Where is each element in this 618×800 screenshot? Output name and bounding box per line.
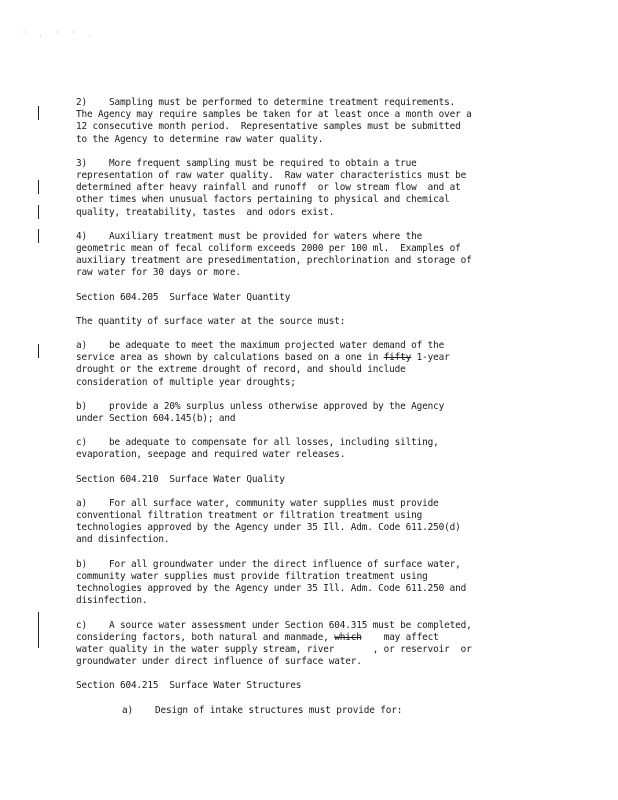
section-heading-604-205: Section 604.205 Surface Water Quantity bbox=[76, 291, 291, 303]
text-segment: may affect water quality in the water supply stream, river , or reservoir or groundwater under direct influence of surface water. bbox=[76, 631, 472, 668]
paragraph-quality-b: b) For all groundwater under the direct influence of surface water, community water supplies must provide filtration treatment using technologies approved by the Agency under 35 Ill. Adm. Code 611.250 and disinfection. bbox=[76, 558, 467, 607]
paragraph-sampling: 2) Sampling must be performed to determine treatment requirements. The Agency may require samples be taken for at least once a month over a 12 consecutive month period. Representative samples must be submitted to the Agency to determine raw water quality. bbox=[76, 97, 472, 145]
struck-text: which bbox=[334, 631, 362, 643]
section-heading-604-210: Section 604.210 Surface Water Quality bbox=[76, 473, 285, 485]
paragraph-quantity-a bbox=[76, 340, 546, 389]
document-body bbox=[76, 97, 546, 729]
revision-bar bbox=[38, 205, 39, 219]
revision-bar bbox=[38, 344, 39, 358]
paragraph-frequent-sampling: 3) More frequent sampling must be required to obtain a true representation of raw water quality. Raw water characteristics must be determined after heavy rainfall and runoff or low stream flow and at other times when unusual factors pertaining to physical and chemical quality, treatability, tastes and odors exist. bbox=[76, 157, 467, 218]
revision-bar bbox=[38, 180, 39, 194]
revision-bar bbox=[38, 612, 39, 648]
struck-text: fifty bbox=[383, 352, 412, 364]
revision-bar bbox=[38, 106, 39, 120]
paragraph-auxiliary-treatment: 4) Auxiliary treatment must be provided for waters where the geometric mean of fecal coliform exceeds 2000 per 100 ml. Examples of auxiliary treatment are presedimentation, prechlorination and storage of raw water for 30 days or more. bbox=[76, 230, 472, 279]
paragraph-quantity-c: c) be adequate to compensate for all losses, including silting, evaporation, seepage and required water releases. bbox=[76, 437, 439, 461]
paragraph-quality-c bbox=[76, 620, 546, 669]
section-heading-604-215: Section 604.215 Surface Water Structures bbox=[76, 680, 302, 692]
scan-artifact-marks: ' . ' ' . bbox=[22, 30, 96, 38]
text-segment: a) be adequate to meet the maximum projected water demand of the service area as shown by calculations based on a one in bbox=[76, 340, 445, 364]
text-segment: c) A source water assessment under Section 604.315 must be completed, considering factors, both natural and manmade, bbox=[76, 619, 472, 643]
paragraph-quality-a: a) For all surface water, community water supplies must provide conventional filtration treatment or filtration treatment using technologies approved by the Agency under 35 Ill. Adm. Code 611.250(d) and disinfection. bbox=[76, 497, 461, 546]
paragraph-quantity-b: b) provide a 20% surplus unless otherwise approved by the Agency under Section 604.145(b); and bbox=[76, 400, 445, 425]
paragraph-quantity-intro: The quantity of surface water at the source must: bbox=[76, 315, 346, 327]
text-segment: 1-year drought or the extreme drought of record, and should include consideration of multiple year droughts; bbox=[76, 352, 450, 388]
revision-bar bbox=[38, 229, 39, 243]
paragraph-structures-a: a) Design of intake structures must provide for: bbox=[122, 704, 403, 716]
